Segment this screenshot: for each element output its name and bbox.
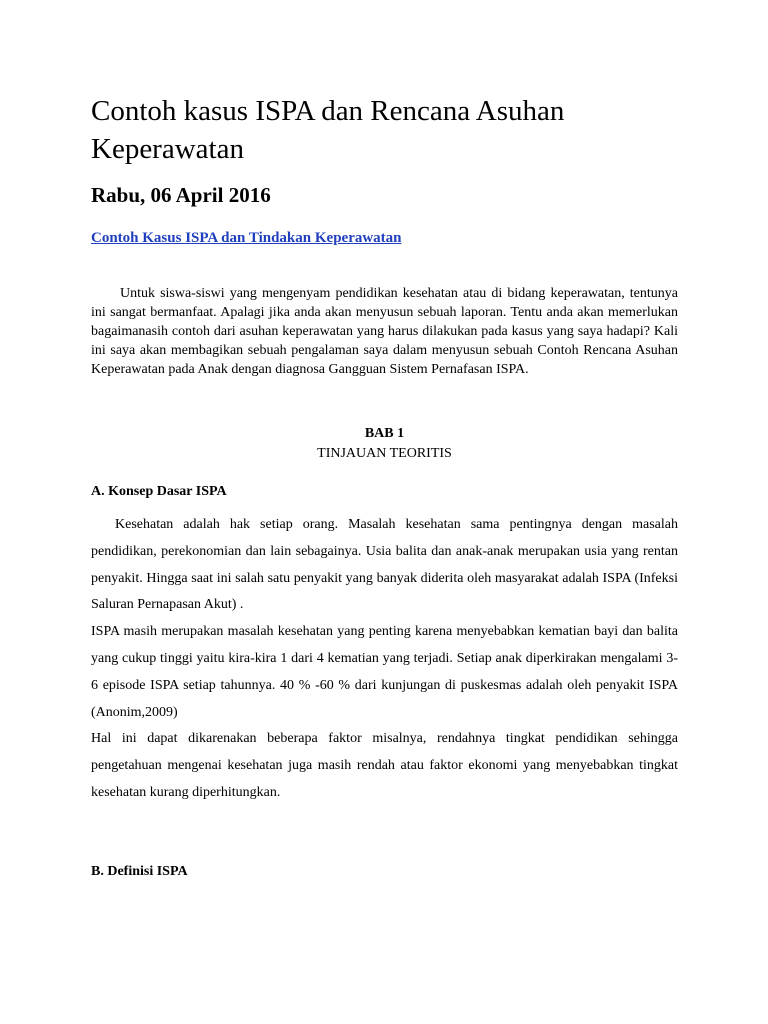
post-date: Rabu, 06 April 2016 [91,183,271,207]
chapter-number: BAB 1 [364,426,405,441]
section-b-heading: B. Definisi ISPA [91,864,188,879]
section-a-paragraph-2: ISPA masih merupakan masalah kesehatan yang penting karena menyebabkan kematian bayi dan balita yang cukup tinggi yaitu kira-kira 1 dari 4 kematian yang terjadi. Setiap anak diperkirakan mengalami 3-6 episode ISPA setiap tahunnya. 40 % -60 % dari kunjungan di puskesmas adalah oleh penyakit ISPA (Anonim,2009) [91,624,678,720]
section-a-paragraph-3: Hal ini dapat dikarenakan beberapa faktor misalnya, rendahnya tingkat pendidikan sehingga pengetahuan mengenai kesehatan juga masih rendah atau faktor ekonomi yang menyebabkan tingkat kesehatan kurang diperhitungkan. [91,731,678,800]
chapter-name: TINJAUAN TEORITIS [317,446,452,461]
section-a-heading: A. Konsep Dasar ISPA [91,484,227,499]
section-a-paragraph-1: Kesehatan adalah hak setiap orang. Masalah kesehatan sama pentingnya dengan masalah pendidikan, perekonomian dan lain sebagainya. Usia balita dan anak-anak merupakan usia yang rentan penyakit. Hingga saat ini salah satu penyakit yang banyak diderita oleh masyarakat adalah ISPA (Infeksi Saluran Pernapasan Akut) . [91,517,678,613]
intro-paragraph: Untuk siswa-siswi yang mengenyam pendidikan kesehatan atau di bidang keperawatan, tentunya ini sangat bermanfaat. Apalagi jika anda akan menyusun sebuah laporan. Tentu anda akan memerlukan bagaimanasih contoh dari asuhan keperawatan yang harus dilakukan pada kasus yang saya hadapi? Kali ini saya akan membagikan sebuah pengalaman saya dalam menyusun sebuah Contoh Rencana Asuhan Keperawatan pada Anak dengan diagnosa Gangguan Sistem Pernafasan ISPA. [91,286,678,377]
document-title: Contoh kasus ISPA dan Rencana Asuhan Keperawatan [91,95,565,165]
article-link[interactable]: Contoh Kasus ISPA dan Tindakan Keperawatan [91,230,402,246]
chapter-heading [91,424,678,464]
section-a-body [91,512,678,807]
